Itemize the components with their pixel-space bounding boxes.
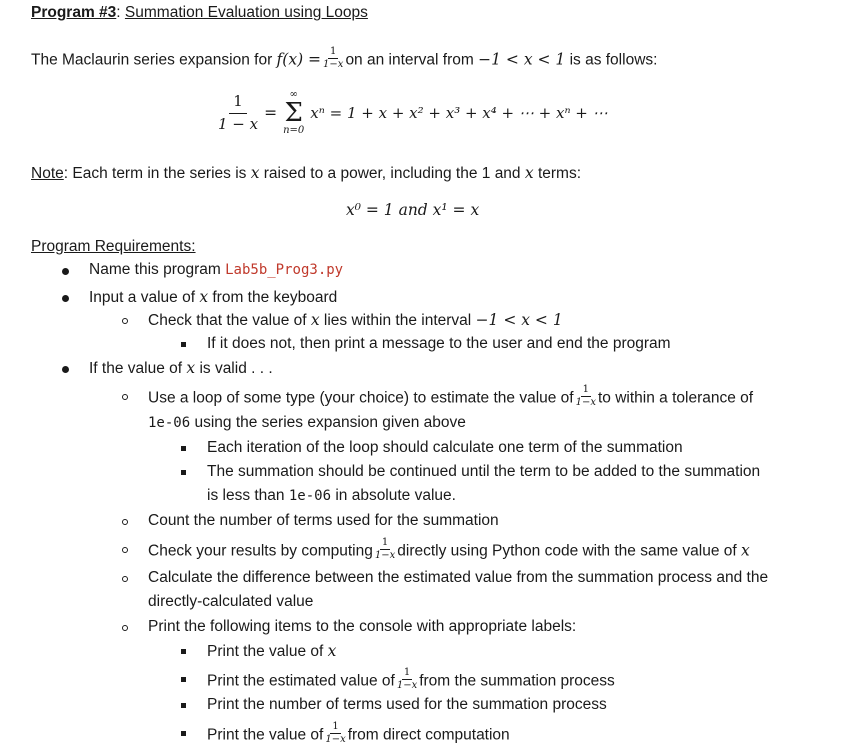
note-line: Note: Each term in the series is x raised to a power, including the 1 and x terms: xyxy=(31,164,581,182)
req-name-program: Name this program Lab5b_Prog3.py xyxy=(89,261,344,278)
bullet-icon xyxy=(62,268,69,275)
req-input-x: Input a value of x from the keyboard xyxy=(89,288,338,306)
circle-bullet-icon xyxy=(122,318,128,324)
tolerance-code: 1e-06 xyxy=(148,415,191,431)
note-x1: x xyxy=(250,164,260,182)
circle-bullet-icon xyxy=(122,576,128,582)
title-label: Program #3 xyxy=(31,4,117,21)
req-print-items: Print the following items to the console with appropriate labels: xyxy=(148,618,577,635)
program-filename: Lab5b_Prog3.py xyxy=(225,262,344,278)
req-if-valid: If the value of x is valid . . . xyxy=(89,359,273,377)
note-label: Note xyxy=(31,165,64,182)
req-invalid-message: If it does not, then print a message to the user and end the program xyxy=(207,335,671,352)
req-difference-2: directly-calculated value xyxy=(148,593,314,610)
square-bullet-icon xyxy=(181,703,186,708)
print-direct-value: Print the value of $\frac{1}{1-x}$ from direct computation xyxy=(207,721,510,745)
square-bullet-icon xyxy=(181,649,186,654)
square-bullet-icon xyxy=(181,342,186,347)
note-text1: Each term in the series is xyxy=(72,165,247,182)
intro-part3: is as follows: xyxy=(569,51,658,69)
circle-bullet-icon xyxy=(122,519,128,525)
print-value-x: Print the value of x xyxy=(207,642,337,660)
note-text3: terms: xyxy=(537,165,581,182)
req-tolerance: 1e-06 using the series expansion given above xyxy=(148,414,466,431)
equation-equals: = xyxy=(264,104,278,122)
req-check-interval: Check that the value of x lies within the interval −1 < x < 1 xyxy=(148,311,563,329)
page-title: Program #3: Summation Evaluation using Loops xyxy=(31,4,368,21)
req-count-terms: Count the number of terms used for the summation xyxy=(148,512,499,529)
intro-line xyxy=(31,46,658,72)
circle-bullet-icon xyxy=(122,625,128,631)
note-text2: raised to a power, including the 1 and xyxy=(263,165,521,182)
sigma-icon: ∞ Σ n=0 xyxy=(283,89,305,136)
square-bullet-icon xyxy=(181,470,186,475)
req-continue-1: The summation should be continued until the term to be added to the summation xyxy=(207,463,761,480)
requirements-heading: Program Requirements: xyxy=(31,238,196,255)
title-rest: Summation Evaluation using Loops xyxy=(124,4,368,21)
req-check-results: Check your results by computing $\frac{1}{1-x}$ directly using Python code with the same value of x xyxy=(148,537,750,561)
print-number-terms: Print the number of terms used for the summation process xyxy=(207,696,607,713)
intro-fx: f(x) = xyxy=(276,50,322,69)
req-difference-1: Calculate the difference between the estimated value from the summation process and the xyxy=(148,569,769,586)
equation-rhs: xⁿ = 1 + x + x² + x³ + x⁴ + ⋯ + xⁿ + ⋯ xyxy=(310,104,608,122)
square-bullet-icon xyxy=(181,731,186,736)
bullet-icon xyxy=(62,295,69,302)
note-formula: x⁰ = 1 and x¹ = x xyxy=(346,201,480,219)
print-estimated-value: Print the estimated value of $\frac{1}{1-x}$ from the summation process xyxy=(207,667,615,691)
square-bullet-icon xyxy=(181,446,186,451)
circle-bullet-icon xyxy=(122,394,128,400)
intro-part1: The Maclaurin series expansion for xyxy=(31,51,273,69)
equation-lhs: $\frac{1}{1 - x}$ xyxy=(218,92,259,133)
intro-part2: on an interval from xyxy=(345,51,474,69)
circle-bullet-icon xyxy=(122,547,128,553)
square-bullet-icon xyxy=(181,677,186,682)
fraction-1-over-1-minus-x: $\frac{1}{1-x}$ xyxy=(323,46,344,70)
series-equation xyxy=(218,90,608,136)
bullet-icon xyxy=(62,366,69,373)
req-iteration: Each iteration of the loop should calculate one term of the summation xyxy=(207,439,683,456)
req-use-loop: Use a loop of some type (your choice) to estimate the value of $\frac{1}{1-x}$ to within a tolerance of xyxy=(148,384,754,408)
req-continue-2: is less than 1e-06 in absolute value. xyxy=(207,487,456,504)
intro-interval: −1 < x < 1 xyxy=(478,50,566,69)
note-x2: x xyxy=(524,164,534,182)
